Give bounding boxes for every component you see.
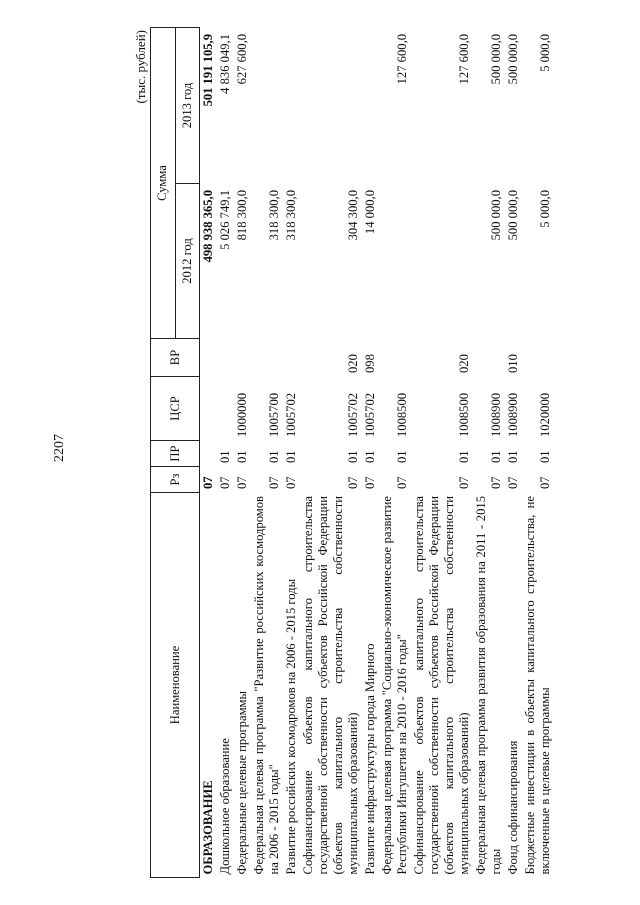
row-rz: 07	[538, 476, 552, 489]
table-row	[283, 27, 300, 877]
row-sum-2013: 500 000,0	[489, 33, 503, 85]
row-csr: 1008900	[506, 392, 520, 437]
table-row	[251, 27, 283, 877]
header-name: Наименование	[151, 493, 200, 878]
header-vr: ВР	[151, 339, 200, 377]
row-name: Федеральная целевая программа "Социально-экономическое развитие Республики Ингушетия на 2010 - 2016 годы"	[380, 496, 409, 875]
header-year-2013: 2013 год	[175, 27, 200, 183]
row-sum-2012: 318 300,0	[284, 190, 298, 241]
table-row	[362, 27, 379, 877]
row-rz: 07	[489, 476, 503, 489]
table-row	[217, 27, 234, 877]
row-name: ОБРАЗОВАНИЕ	[201, 780, 215, 875]
row-csr: 1008500	[457, 392, 471, 437]
row-vr: 020	[457, 354, 471, 373]
row-sum-2012: 5 026 749,1	[218, 190, 232, 250]
row-vr: 020	[346, 354, 360, 373]
table-row	[234, 27, 251, 877]
budget-table	[150, 27, 554, 878]
row-sum-2012: 14 000,0	[363, 190, 377, 235]
row-sum-2013	[251, 27, 283, 183]
row-csr: 1000000	[235, 392, 249, 437]
row-sum-2013: 127 600,0	[395, 33, 409, 85]
row-sum-2012: 304 300,0	[346, 190, 360, 241]
row-csr: 1005702	[284, 392, 298, 437]
row-name: Федеральная целевая программа развития образования на 2011 - 2015 годы	[474, 496, 503, 875]
row-vr	[234, 339, 251, 377]
row-sum-2012: 5 000,0	[538, 190, 552, 228]
row-csr: 1008900	[489, 392, 503, 437]
row-sum-2013	[283, 27, 300, 183]
row-name: Дошкольное образование	[218, 738, 232, 875]
table-row	[379, 27, 411, 877]
row-pr: 01	[284, 450, 298, 463]
header-pr: ПР	[151, 441, 200, 467]
row-sum-2012: 500 000,0	[489, 190, 503, 241]
row-vr: 010	[506, 354, 520, 373]
row-sum-2012	[411, 184, 473, 339]
row-vr	[251, 339, 283, 377]
row-csr	[200, 377, 218, 441]
row-sum-2012: 818 300,0	[235, 190, 249, 241]
row-rz: 07	[457, 476, 471, 489]
row-rz: 07	[346, 476, 360, 489]
table-row	[411, 27, 473, 877]
row-rz: 07	[218, 476, 232, 489]
row-csr	[217, 377, 234, 441]
row-pr: 01	[457, 450, 471, 463]
row-rz: 07	[284, 476, 298, 489]
row-name: Развитие инфраструктуры города Мирного	[363, 643, 377, 875]
row-pr: 01	[489, 450, 503, 463]
row-pr: 01	[235, 450, 249, 463]
row-csr: 1008500	[395, 392, 409, 437]
row-sum-2012: 318 300,0	[267, 190, 281, 241]
row-name: Софинансирование объектов капитального строительства государственной собственности субъектов Российской Федерации (объектов капитального строительства собственности муниципальных образований)	[301, 496, 360, 875]
rotated-page-content	[132, 28, 626, 878]
row-pr: 01	[346, 450, 360, 463]
row-csr: 1020000	[538, 392, 552, 437]
header-rz: Рз	[151, 467, 200, 493]
row-pr: 01	[395, 450, 409, 463]
row-sum-2013: 5 000,0	[538, 33, 552, 72]
row-vr	[522, 339, 554, 377]
row-csr: 1005702	[346, 392, 360, 437]
row-vr	[283, 339, 300, 377]
row-sum-2013: 127 600,0	[457, 33, 471, 85]
row-rz: 07	[395, 476, 409, 489]
row-name: Федеральные целевые программы	[235, 691, 249, 875]
table-row	[505, 27, 522, 877]
row-rz: 07	[506, 476, 520, 489]
row-pr: 01	[363, 450, 377, 463]
row-name: Федеральная целевая программа "Развитие российских космодромов на 2006 - 2015 годы"	[252, 496, 281, 875]
row-pr: 01	[267, 450, 281, 463]
row-sum-2013: 500 000,0	[506, 33, 520, 85]
units-note: (тыс. рублей)	[133, 30, 148, 104]
page-number: 2207	[52, 434, 67, 462]
header-sum: Сумма	[151, 27, 176, 338]
row-sum-2013	[300, 27, 362, 183]
row-name: Бюджетные инвестиции в объекты капитального строительства, не включенные в целевые программы	[523, 496, 552, 875]
row-rz: 07	[201, 476, 215, 489]
row-vr: 098	[363, 354, 377, 373]
row-sum-2012: 498 938 365,0	[201, 190, 215, 263]
row-name: Развитие российских космодромов на 2006 - 2015 годы	[284, 578, 298, 875]
row-sum-2013: 627 600,0	[235, 33, 249, 85]
row-sum-2012: 500 000,0	[506, 190, 520, 241]
row-pr: 01	[538, 450, 552, 463]
row-name: Фонд софинансирования	[506, 740, 520, 875]
row-sum-2012	[379, 184, 411, 339]
row-name: Софинансирование объектов капитального строительства государственной собственности субъектов Российской Федерации (объектов капитального строительства собственности муниципальных образований)	[412, 496, 471, 875]
row-csr: 1005702	[363, 392, 377, 437]
row-vr	[473, 339, 505, 377]
row-sum-2013	[362, 27, 379, 183]
row-rz: 07	[363, 476, 377, 489]
row-pr: 01	[218, 450, 232, 463]
header-year-2012: 2012 год	[175, 184, 200, 339]
row-pr	[200, 441, 218, 467]
header-csr: ЦСР	[151, 377, 200, 441]
row-sum-2013: 4 836 049,1	[218, 33, 232, 94]
table-row	[522, 27, 554, 877]
row-sum-2013: 501 191 105,9	[201, 33, 215, 107]
row-rz: 07	[267, 476, 281, 489]
row-rz: 07	[235, 476, 249, 489]
table-row	[473, 27, 505, 877]
row-vr	[200, 339, 218, 377]
row-csr: 1005700	[267, 392, 281, 437]
table-row	[200, 27, 218, 877]
row-vr	[379, 339, 411, 377]
table-row	[300, 27, 362, 877]
row-pr: 01	[506, 450, 520, 463]
row-vr	[217, 339, 234, 377]
